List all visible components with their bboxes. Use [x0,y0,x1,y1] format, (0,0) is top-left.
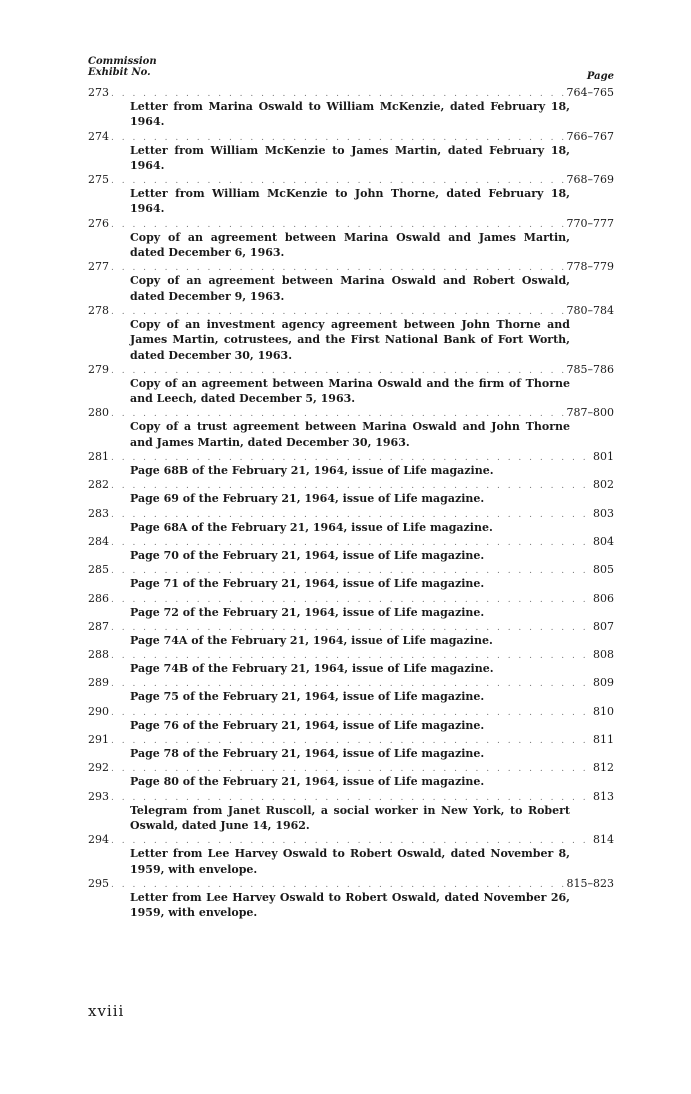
exhibit-column-header [88,56,157,78]
exhibit-number-line [88,304,614,317]
exhibit-number: 290 [88,704,109,718]
header-line-exhibit-no: Exhibit No. [88,67,151,78]
page-reference: 812 [593,761,614,775]
page-reference: 803 [593,506,614,520]
exhibit-number: 274 [88,129,109,143]
exhibit-number: 275 [88,173,109,187]
exhibit-entry [88,304,614,363]
exhibit-number: 285 [88,563,109,577]
exhibit-entry [88,450,614,478]
page-reference: 807 [593,619,614,633]
exhibit-description: Page 75 of the February 21, 1964, issue of Life magazine. [130,690,485,704]
exhibit-number: 292 [88,761,109,775]
exhibit-list [88,86,614,920]
exhibit-entry [88,592,614,620]
exhibit-description: Page 78 of the February 21, 1964, issue of Life magazine. [130,747,485,761]
exhibit-number-line [88,676,614,689]
page-reference: 811 [593,733,614,747]
exhibit-number-line [88,260,614,273]
exhibit-number: 281 [88,450,109,464]
exhibit-entry [88,648,614,676]
page-reference: 780–784 [566,303,614,317]
exhibit-description: Letter from William McKenzie to James Martin, dated February 18, 1964. [130,143,570,172]
exhibit-number-line [88,478,614,491]
exhibit-number: 284 [88,534,109,548]
page-reference: 770–777 [566,216,614,230]
exhibit-number: 291 [88,733,109,747]
exhibit-description: Page 72 of the February 21, 1964, issue of Life magazine. [130,605,485,619]
page-reference: 804 [593,534,614,548]
exhibit-entry [88,833,614,877]
exhibit-number: 283 [88,506,109,520]
exhibit-entry [88,620,614,648]
exhibit-entry [88,217,614,261]
exhibit-number: 287 [88,619,109,633]
exhibit-number-line [88,592,614,605]
page-number: xviii [88,1002,125,1020]
page-reference: 810 [593,704,614,718]
exhibit-entry [88,260,614,304]
exhibit-number: 276 [88,216,109,230]
page-reference: 778–779 [566,260,614,274]
exhibit-description: Letter from Lee Harvey Oswald to Robert Oswald, dated November 26, 1959, with envelope. [130,890,570,920]
exhibit-number: 273 [88,86,109,99]
page-reference: 805 [593,563,614,577]
exhibit-number-line [88,86,614,99]
exhibit-entry [88,563,614,591]
exhibit-description: Page 70 of the February 21, 1964, issue of Life magazine. [130,548,485,562]
exhibit-entry [88,130,614,174]
page-reference: 815–823 [566,876,614,890]
exhibit-number-line [88,535,614,548]
exhibit-entry [88,733,614,761]
page-reference: 809 [593,676,614,690]
exhibit-number-line [88,833,614,846]
exhibit-description: Letter from Lee Harvey Oswald to Robert Oswald, dated November 8, 1959, with envelope. [130,847,570,876]
page-reference: 768–769 [566,173,614,187]
exhibit-description: Telegram from Janet Ruscoll, a social worker in New York, to Robert Oswald, dated June 14, 1962. [130,803,570,832]
page-column-header: Page [586,71,614,82]
exhibit-number-line [88,450,614,463]
exhibit-number-line [88,733,614,746]
exhibit-description: Copy of an agreement between Marina Oswald and Robert Oswald, dated December 9, 1963. [130,274,570,303]
page-reference: 802 [593,478,614,492]
exhibit-number-line [88,130,614,143]
exhibit-description: Page 68A of the February 21, 1964, issue of Life magazine. [130,520,493,534]
exhibit-entry [88,676,614,704]
exhibit-number-line [88,363,614,376]
exhibit-entry [88,507,614,535]
exhibit-description: Page 80 of the February 21, 1964, issue of Life magazine. [130,775,485,789]
exhibit-description: Page 71 of the February 21, 1964, issue of Life magazine. [130,577,485,591]
exhibit-number: 294 [88,833,109,847]
page-reference: 808 [593,648,614,662]
exhibit-description: Page 74A of the February 21, 1964, issue of Life magazine. [130,633,493,647]
exhibit-entry [88,705,614,733]
exhibit-entry [88,790,614,834]
exhibit-number: 279 [88,362,109,376]
exhibit-entry [88,406,614,450]
exhibit-number-line [88,563,614,576]
exhibit-number-line [88,761,614,774]
exhibit-number-line [88,217,614,230]
exhibit-number: 288 [88,648,109,662]
contents-page [88,56,614,920]
exhibit-number: 278 [88,303,109,317]
exhibit-entry [88,761,614,789]
exhibit-description: Page 68B of the February 21, 1964, issue of Life magazine. [130,464,494,478]
exhibit-number-line [88,877,614,890]
exhibit-number: 286 [88,591,109,605]
exhibit-number: 295 [88,876,109,890]
page-reference: 785–786 [566,362,614,376]
exhibit-description: Page 76 of the February 21, 1964, issue of Life magazine. [130,718,485,732]
page-reference: 764–765 [566,86,614,99]
exhibit-description: Letter from Marina Oswald to William McKenzie, dated February 18, 1964. [130,100,570,129]
exhibit-number: 280 [88,406,109,420]
exhibit-description: Copy of a trust agreement between Marina Oswald and John Thorne and James Martin, dated December 30, 1963. [130,420,570,449]
exhibit-entry [88,877,614,921]
exhibit-entry [88,535,614,563]
exhibit-description: Copy of an agreement between Marina Oswald and the firm of Thorne and Leech, dated December 5, 1963. [130,376,570,406]
exhibit-description: Page 69 of the February 21, 1964, issue of Life magazine. [130,492,485,506]
exhibit-number: 277 [88,260,109,274]
exhibit-entry [88,478,614,506]
exhibit-entry [88,363,614,407]
exhibit-number: 289 [88,676,109,690]
exhibit-number-line [88,705,614,718]
exhibit-description: Copy of an agreement between Marina Oswald and James Martin, dated December 6, 1963. [130,230,570,260]
page-reference: 814 [593,833,614,847]
exhibit-number-line [88,620,614,633]
exhibit-entry [88,173,614,217]
exhibit-number-line [88,790,614,803]
exhibit-number-line [88,173,614,186]
exhibit-entry [88,86,614,130]
page-reference: 766–767 [566,129,614,143]
exhibit-number: 293 [88,789,109,803]
exhibit-number: 282 [88,478,109,492]
header-line-commission: Commission [88,56,157,67]
page-reference: 787–800 [566,406,614,420]
page-reference: 806 [593,591,614,605]
column-header [88,56,614,86]
page-reference: 813 [593,789,614,803]
page-reference: 801 [593,450,614,464]
exhibit-description: Letter from William McKenzie to John Thorne, dated February 18, 1964. [130,187,570,216]
exhibit-number-line [88,406,614,419]
exhibit-description: Copy of an investment agency agreement between John Thorne and James Martin, cotrustees, and the First National Bank of Fort Worth, dated December 30, 1963. [130,317,570,362]
exhibit-description: Page 74B of the February 21, 1964, issue of Life magazine. [130,662,494,676]
exhibit-number-line [88,507,614,520]
exhibit-number-line [88,648,614,661]
